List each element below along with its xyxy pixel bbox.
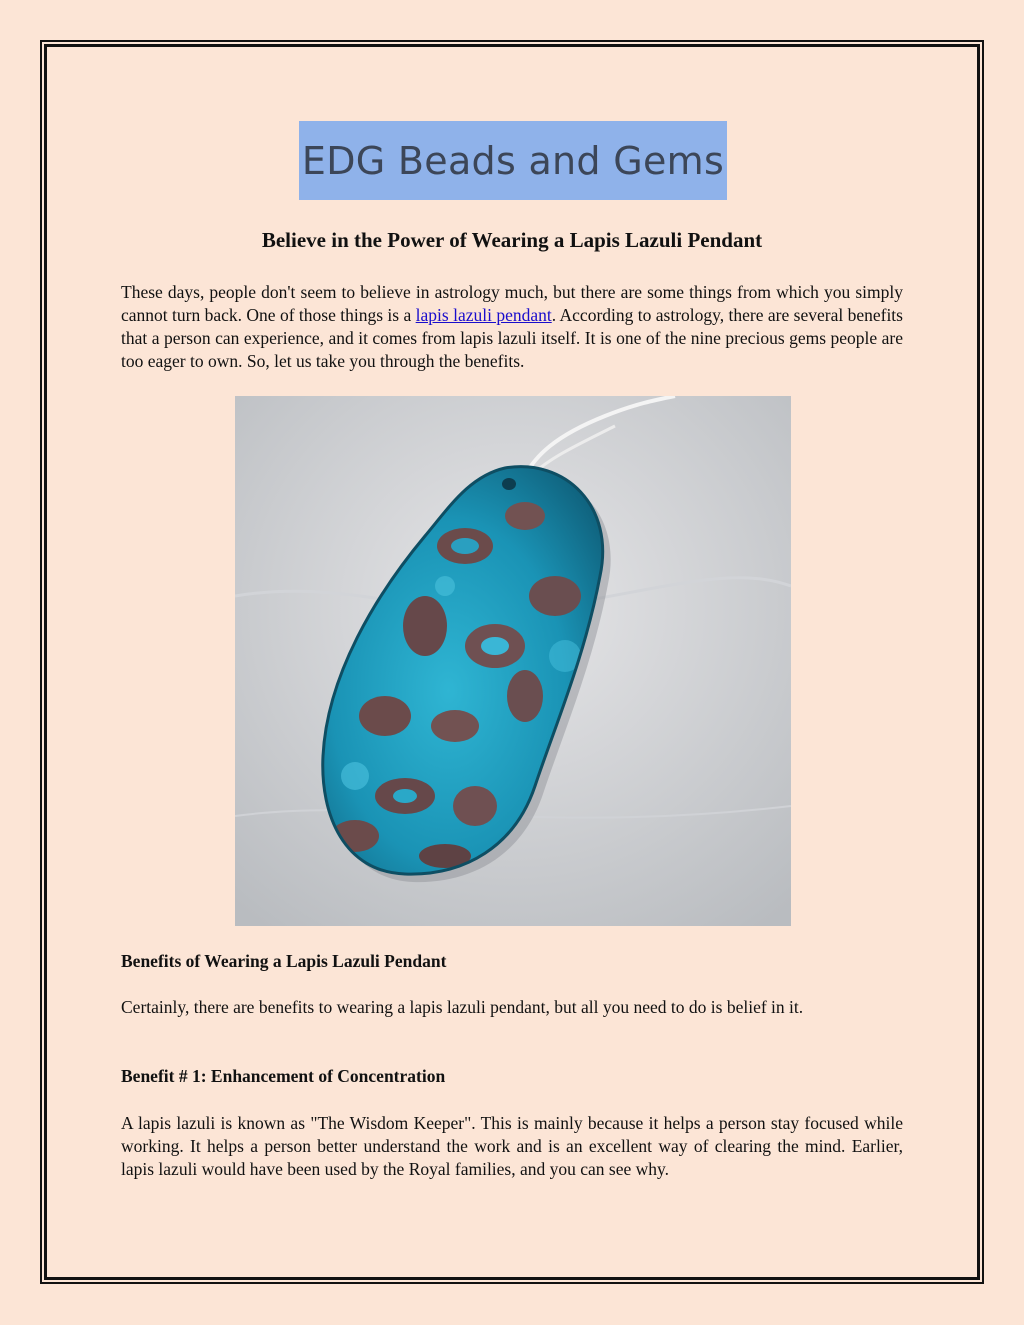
- benefit-1-heading: Benefit # 1: Enhancement of Concentration: [121, 1066, 446, 1086]
- pendant-image: [235, 396, 791, 926]
- brand-logo: [299, 121, 727, 200]
- article-title: Believe in the Power of Wearing a Lapis Lazuli Pendant: [261, 228, 763, 252]
- section-heading: Benefits of Wearing a Lapis Lazuli Pendant: [121, 951, 447, 971]
- intro-paragraph: [121, 281, 903, 373]
- intro-text-after-link: . According to astrology, there are several benefits that a person can experience, and it comes from lapis lazuli itself. It is one of the nine precious gems people are too eager to own. So, let us take you through the benefits.: [121, 305, 903, 371]
- pendant-photo: [235, 396, 791, 926]
- brand-logo-text: EDG Beads and Gems: [301, 138, 725, 183]
- intro-text-before-link: These days, people don't seem to believe in astrology much, but there are some things from which you simply cannot turn back. One of those things is a: [121, 282, 903, 325]
- section-paragraph: Certainly, there are benefits to wearing a lapis lazuli pendant, but all you need to do is belief in it.: [121, 997, 804, 1017]
- lapis-lazuli-pendant-link[interactable]: lapis lazuli pendant: [415, 305, 552, 325]
- benefit-1-paragraph: A lapis lazuli is known as "The Wisdom Keeper". This is mainly because it helps a person stay focused while working. It helps a person better understand the work and is an excellent way of clearing the mind. Earlier, lapis lazuli would have been used by the Royal families, and you can see why.: [121, 1113, 903, 1179]
